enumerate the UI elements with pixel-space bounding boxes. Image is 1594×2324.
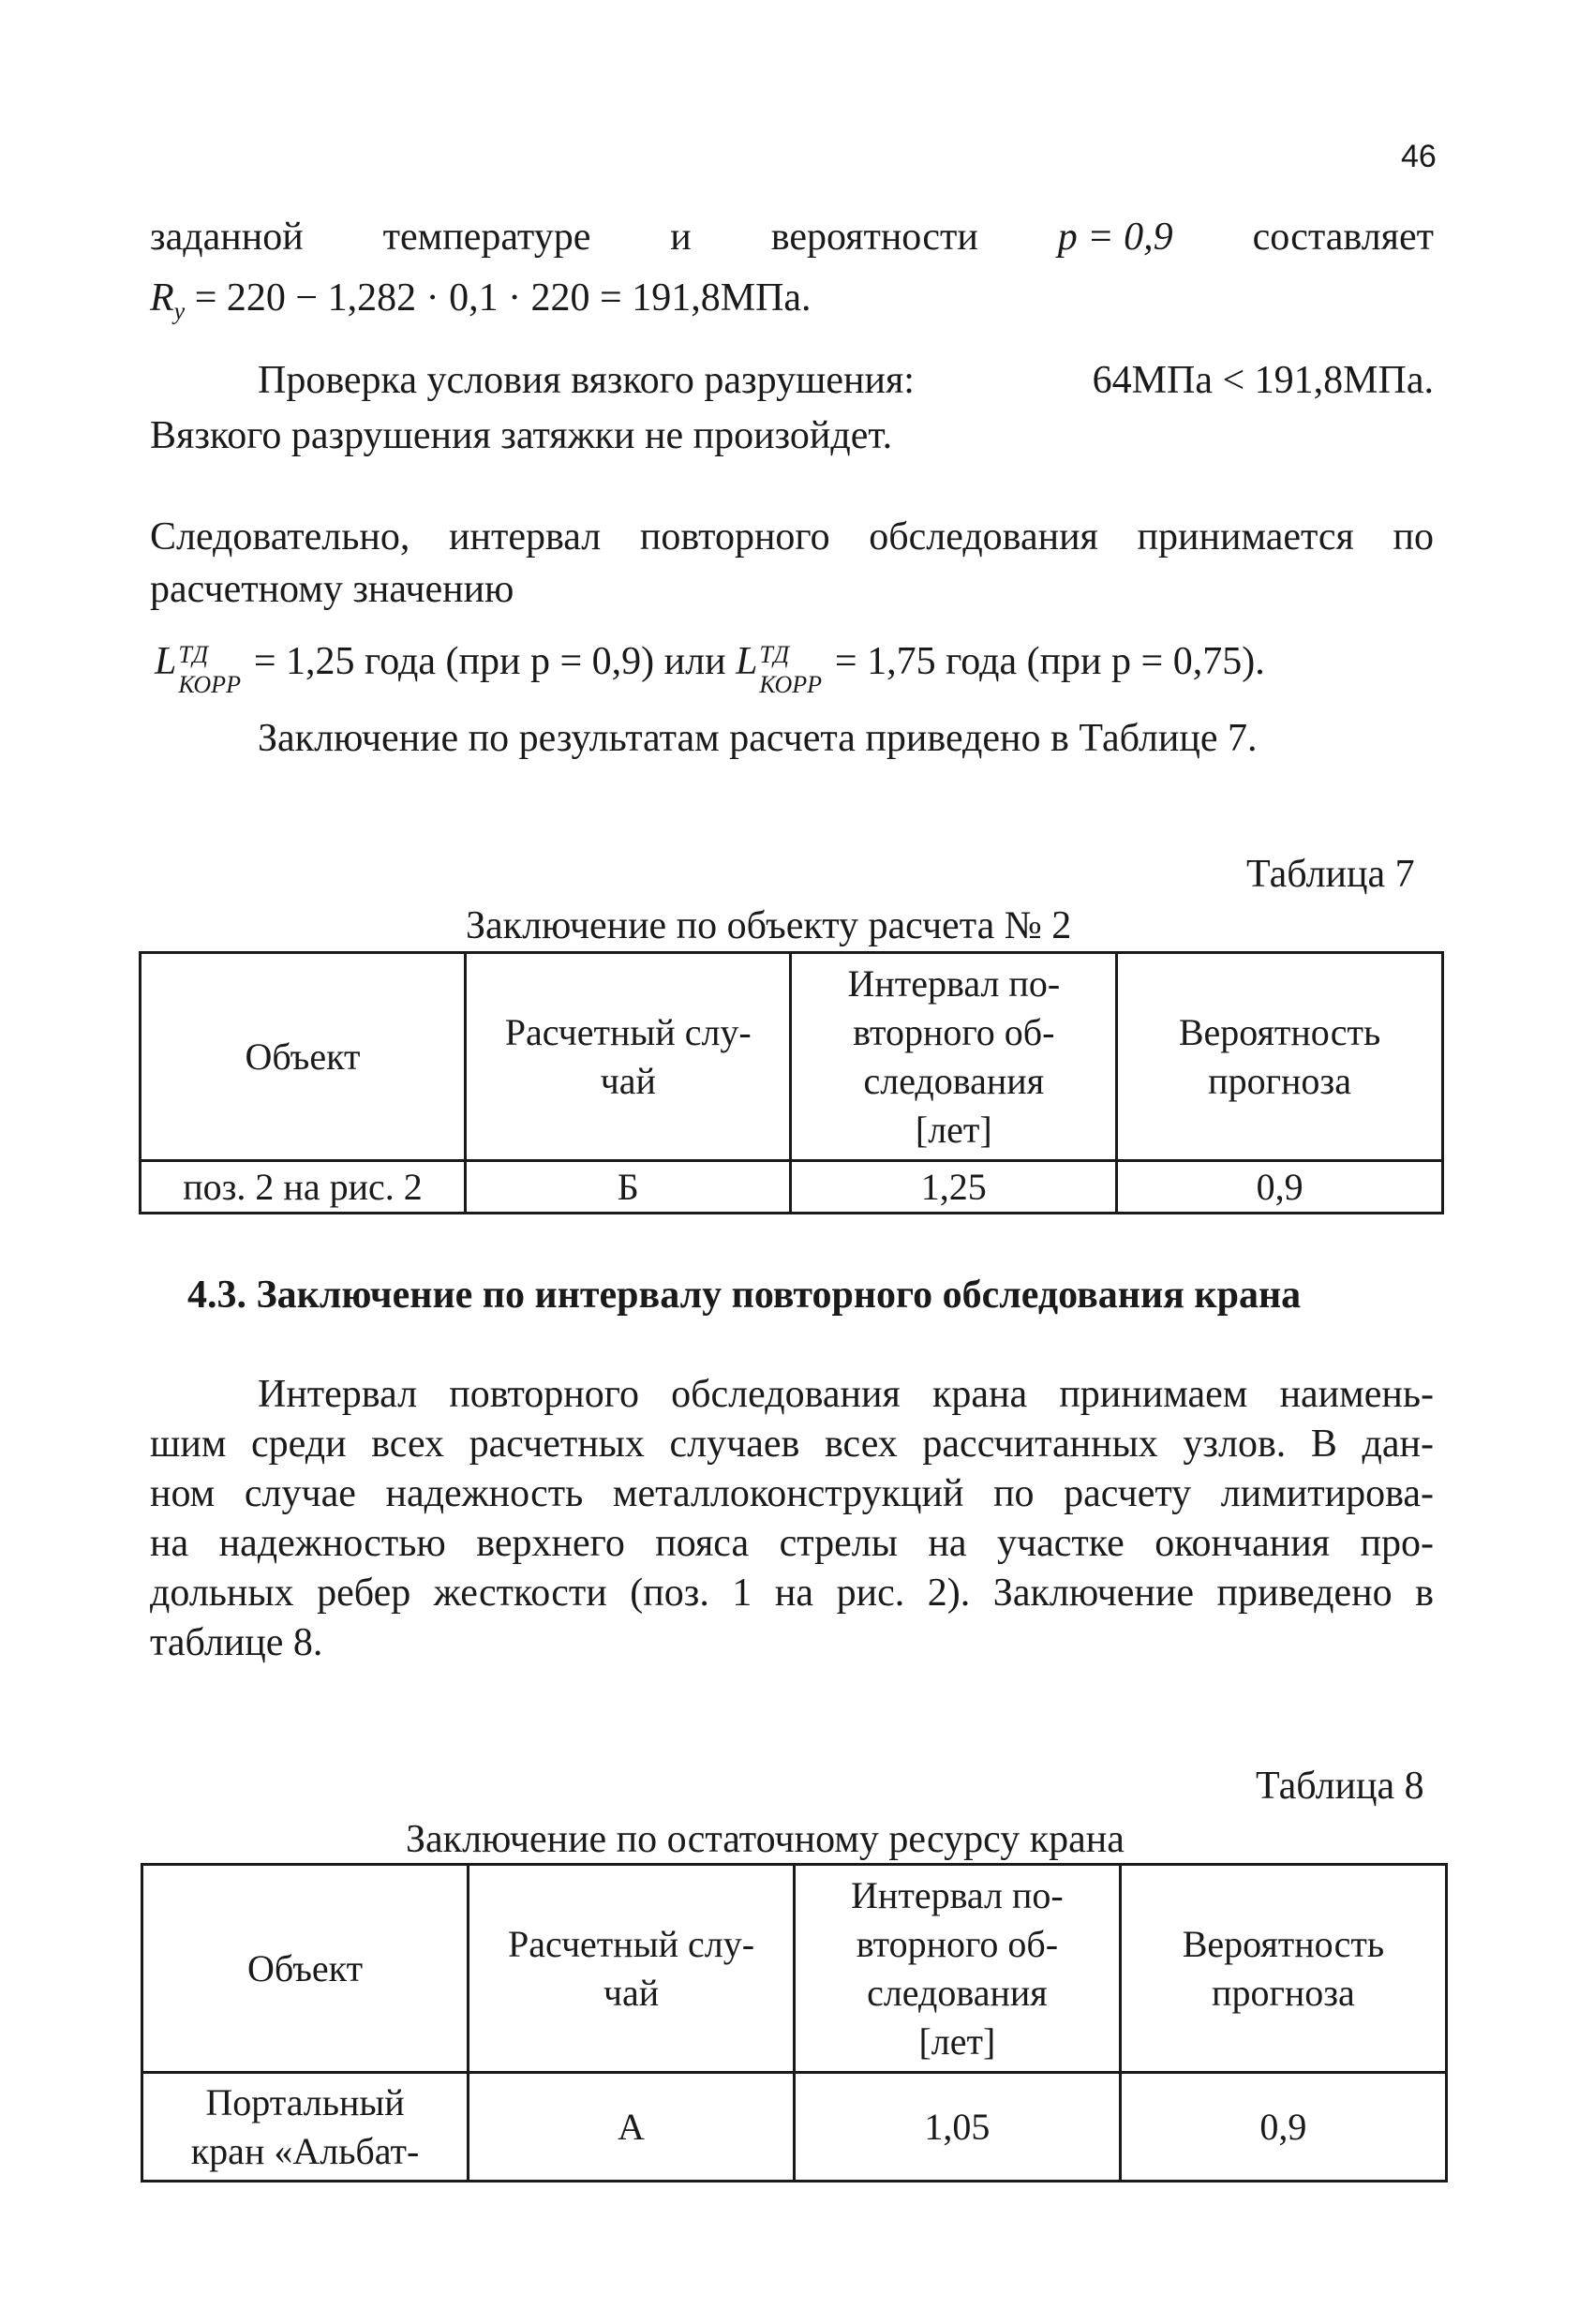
word: вероятности [770, 216, 978, 259]
table-cell: поз. 2 на рис. 2 [141, 1161, 466, 1214]
table-cell: 1,25 [791, 1161, 1117, 1214]
word: температуре [382, 216, 591, 259]
formula-ry: $R_y = 220 - 1,282 \cdot 0,1 \cdot 220 = 191,8МПа$. [150, 276, 812, 325]
paragraph [150, 1368, 1434, 1666]
word: заданной [150, 216, 304, 259]
section-heading: 4.3. Заключение по интервалу повторного обследования крана [187, 1274, 1302, 1317]
paragraph-line [150, 211, 1434, 263]
paragraph-line: Заключение по результатам расчета приведено в Таблице 7. [258, 717, 1258, 760]
paragraph-line: расчетному значению [150, 568, 514, 611]
table-label: Таблица 7 [1246, 853, 1415, 896]
word: составляет [1252, 216, 1434, 259]
table-cell: 1,05 [794, 2073, 1120, 2182]
paragraph-line: таблице 8. [150, 1621, 323, 1664]
table-8 [141, 1863, 1448, 2182]
table-label: Таблица 8 [1256, 1765, 1424, 1808]
table-header: Интервал по- вторного об- следования [лет] [794, 1865, 1120, 2073]
table-row [142, 2073, 1447, 2182]
table-title: Заключение по объекту расчета № 2 [466, 904, 1072, 947]
table-header: Интервал по- вторного об- следования [лет] [791, 953, 1117, 1161]
table-7 [139, 951, 1444, 1214]
table-cell: 0,9 [1120, 2073, 1446, 2182]
table-cell: Портальный кран «Альбат- [142, 2073, 469, 2182]
paragraph-line: дольных ребер жесткости (поз. 1 на рис. 2). Заключение приведено в [150, 1572, 1434, 1615]
table-row [141, 1161, 1443, 1214]
table-header: Вероятность прогноза [1120, 1865, 1446, 2073]
table-cell: 0,9 [1117, 1161, 1443, 1214]
formula-p: p = 0,9 [1057, 216, 1173, 259]
table-header: Расчетный слу- чай [469, 1865, 795, 2073]
paragraph-line: Проверка условия вязкого разрушения: 64МПа < 191,8МПа. [258, 354, 1434, 407]
formula-lkorr: L ТД КОРР = 1,25 года (при p = 0,9) или L ТД КОРР = 1,75 года (при p = 0,75). [155, 640, 1265, 699]
table-header: Расчетный слу- чай [465, 953, 791, 1161]
paragraph-line: шим среди всех расчетных случаев всех рассчитанных узлов. В дан- [150, 1423, 1434, 1466]
table-title: Заключение по остаточному ресурсу крана [406, 1818, 1125, 1861]
table-cell: А [469, 2073, 795, 2182]
table-cell: Б [465, 1161, 791, 1214]
paragraph-line: Вязкого разрушения затяжки не произойдет. [150, 414, 893, 457]
page-number: 46 [1401, 139, 1437, 174]
paragraph-line: на надежностью верхнего пояса стрелы на участке окончания про- [150, 1522, 1434, 1565]
paragraph-line: Следовательно, интервал повторного обследования принимается по [150, 515, 1434, 559]
table-header: Вероятность прогноза [1117, 953, 1443, 1161]
word: и [670, 216, 692, 259]
table-header: Объект [142, 1865, 469, 2073]
paragraph-line: ном случае надежность металлоконструкций по расчету лимитирова- [150, 1472, 1434, 1515]
formula-inequality: 64МПа < 191,8МПа. [1092, 359, 1434, 402]
table-header: Объект [141, 953, 466, 1161]
paragraph-line: Интервал повторного обследования крана принимаем наимень- [258, 1373, 1434, 1416]
